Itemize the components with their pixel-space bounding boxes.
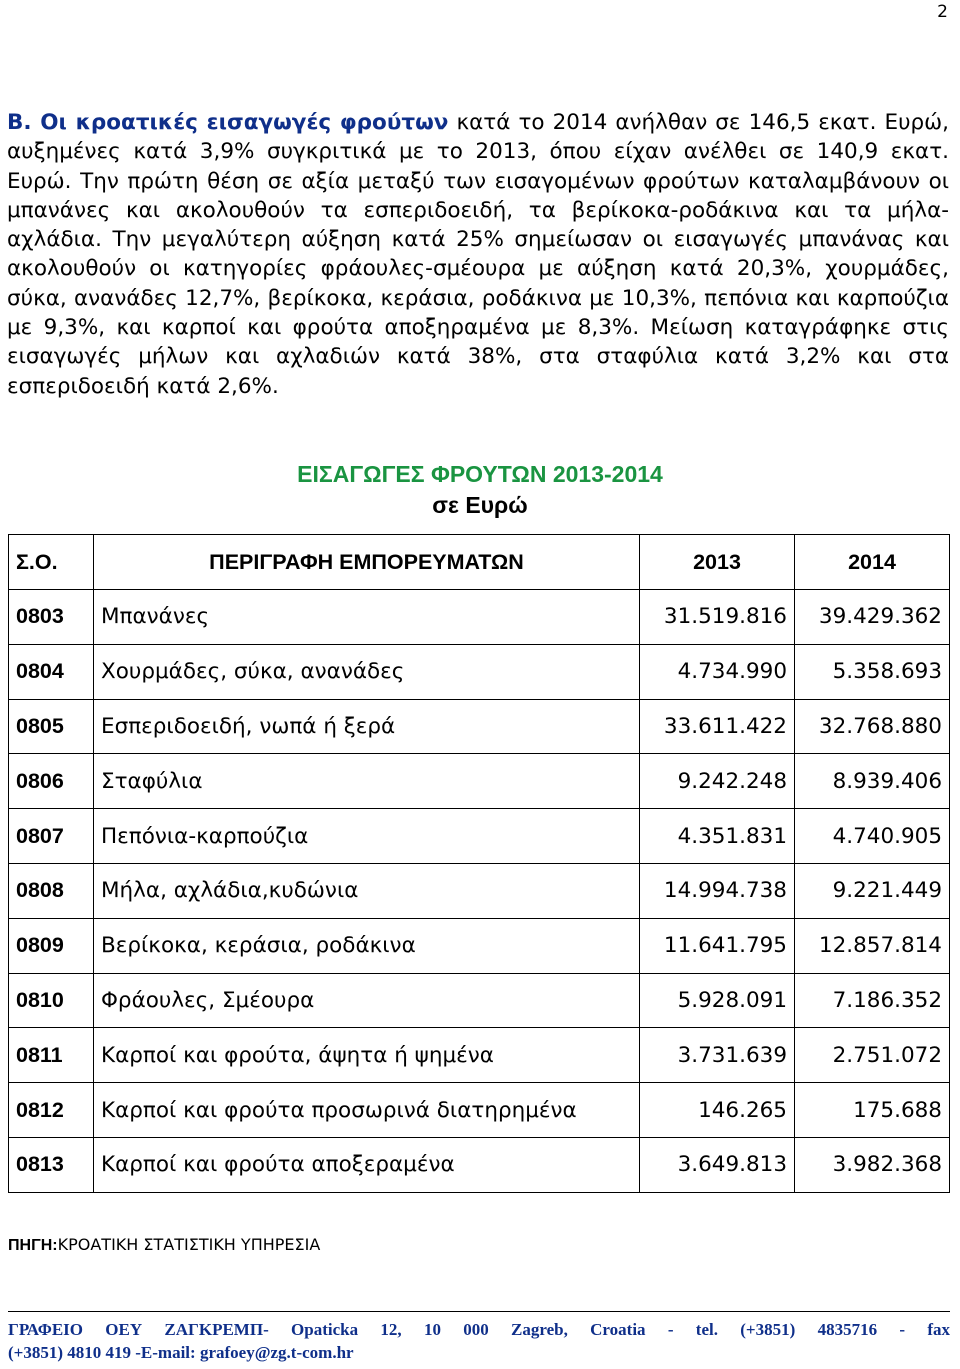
cell-description: Καρποί και φρούτα προσωρινά διατηρημένα (94, 1083, 640, 1138)
cell-code: 0805 (9, 699, 94, 754)
cell-code: 0806 (9, 754, 94, 809)
cell-code: 0808 (9, 863, 94, 918)
table-row (9, 918, 950, 973)
cell-2013: 4.734.990 (640, 644, 795, 699)
cell-code: 0811 (9, 1028, 94, 1083)
cell-2014: 5.358.693 (795, 644, 950, 699)
cell-code: 0803 (9, 590, 94, 645)
imports-table (8, 534, 950, 1193)
footer-line-1: ΓΡΑΦΕΙΟ ΟΕΥ ΖΑΓΚΡΕΜΠ- Opaticka 12, 10 000 Zagreb, Croatia - tel. (+3851) 4835716 - fax (8, 1320, 950, 1339)
cell-2013: 4.351.831 (640, 809, 795, 864)
cell-2013: 14.994.738 (640, 863, 795, 918)
cell-description: Καρποί και φρούτα, άψητα ή ψημένα (94, 1028, 640, 1083)
cell-code: 0812 (9, 1083, 94, 1138)
source-label: ΠΗΓΗ: (8, 1237, 58, 1254)
table-row (9, 644, 950, 699)
cell-2013: 31.519.816 (640, 590, 795, 645)
cell-2013: 11.641.795 (640, 918, 795, 973)
intro-text: κατά το 2014 ανήλθαν σε 146,5 εκατ. Ευρώ, αυξημένες κατά 3,9% συγκριτικά με το 2013, όπου είχαν ανέλθει σε 140,9 εκατ. Ευρώ. Την πρώτη θέση σε αξία μεταξύ των εισαγομένων φρούτων καταλαμβάνουν οι μπανάνες και ακολουθούν τα εσπεριδοειδή, τα βερίκοκα-ροδάκινα και τα μήλα-αχλάδια. Την μεγαλύτερη αύξηση κατά 25% σημείωσαν οι εισαγωγές μπανάνας και ακολουθούν οι κατηγορίες φράουλες-σμέουρα με αύξηση κατά 20,3%, χουρμάδες, σύκα, ανανάδες 12,7%, βερίκοκα, κεράσια, ροδάκινα με 10,3%, πεπόνια και καρπούζια με 9,3%, και καρποί και φρούτα αποξηραμένα με 8,3%. Μείωση καταγράφηκε στις εισαγωγές μήλων και αχλαδιών κατά 38%, στα σταφύλια κατά 3,2% και στα εσπεριδοειδή κατά 2,6%. (7, 110, 949, 399)
cell-2014: 9.221.449 (795, 863, 950, 918)
cell-2014: 175.688 (795, 1083, 950, 1138)
footer-divider (8, 1311, 950, 1312)
table-row (9, 699, 950, 754)
cell-2014: 32.768.880 (795, 699, 950, 754)
cell-2014: 8.939.406 (795, 754, 950, 809)
cell-2014: 39.429.362 (795, 590, 950, 645)
cell-2014: 7.186.352 (795, 973, 950, 1028)
cell-2013: 5.928.091 (640, 973, 795, 1028)
table-header-row (9, 535, 950, 590)
cell-2014: 12.857.814 (795, 918, 950, 973)
table-subtitle: σε Ευρώ (432, 492, 528, 518)
cell-description: Χουρμάδες, σύκα, ανανάδες (94, 644, 640, 699)
cell-2014: 4.740.905 (795, 809, 950, 864)
cell-description: Φράουλες, Σμέουρα (94, 973, 640, 1028)
header-code: Σ.Ο. (9, 535, 94, 590)
cell-2013: 3.649.813 (640, 1137, 795, 1192)
cell-description: Βερίκοκα, κεράσια, ροδάκινα (94, 918, 640, 973)
header-2013: 2013 (640, 535, 795, 590)
cell-code: 0807 (9, 809, 94, 864)
cell-description: Εσπεριδοειδή, νωπά ή ξερά (94, 699, 640, 754)
cell-2013: 3.731.639 (640, 1028, 795, 1083)
cell-description: Σταφύλια (94, 754, 640, 809)
cell-code: 0804 (9, 644, 94, 699)
cell-2013: 33.611.422 (640, 699, 795, 754)
intro-lead: Β. Οι κροατικές εισαγωγές φρούτων (7, 110, 449, 135)
table-row (9, 1137, 950, 1192)
cell-description: Μπανάνες (94, 590, 640, 645)
cell-2013: 9.242.248 (640, 754, 795, 809)
table-row (9, 754, 950, 809)
cell-2014: 2.751.072 (795, 1028, 950, 1083)
cell-2014: 3.982.368 (795, 1137, 950, 1192)
footer (8, 1318, 950, 1364)
table-row (9, 973, 950, 1028)
cell-2013: 146.265 (640, 1083, 795, 1138)
source-text: ΚΡΟΑΤΙΚΗ ΣΤΑΤΙΣΤΙΚΗ ΥΠΗΡΕΣΙΑ (57, 1235, 321, 1254)
table-row (9, 590, 950, 645)
cell-description: Μήλα, αχλάδια,κυδώνια (94, 863, 640, 918)
header-2014: 2014 (795, 535, 950, 590)
source-note (8, 1235, 320, 1255)
page-number: 2 (937, 2, 948, 22)
header-description: ΠΕΡΙΓΡΑΦΗ ΕΜΠΟΡΕΥΜΑΤΩΝ (94, 535, 640, 590)
table-row (9, 1028, 950, 1083)
table-row (9, 863, 950, 918)
cell-description: Πεπόνια-καρπούζια (94, 809, 640, 864)
cell-code: 0813 (9, 1137, 94, 1192)
cell-code: 0809 (9, 918, 94, 973)
footer-line-2: (+3851) 4810 419 -E-mail: grafoey@zg.t-com.hr (8, 1343, 354, 1362)
cell-description: Καρποί και φρούτα αποξεραμένα (94, 1137, 640, 1192)
intro-paragraph (7, 108, 949, 401)
cell-code: 0810 (9, 973, 94, 1028)
table-row (9, 1083, 950, 1138)
table-title: ΕΙΣΑΓΩΓΕΣ ΦΡΟΥΤΩΝ 2013-2014 (297, 461, 663, 487)
table-row (9, 809, 950, 864)
